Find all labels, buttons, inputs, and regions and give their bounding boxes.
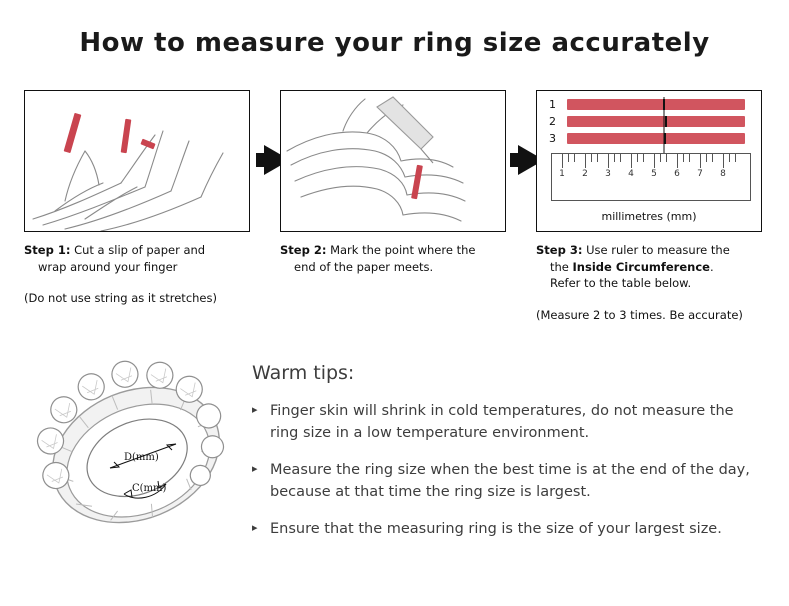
step-3-illustration [536, 90, 762, 232]
ruler-tick-7: 7 [697, 169, 703, 179]
strip-number-1: 1 [549, 98, 556, 111]
ruler-tick-2: 2 [582, 169, 588, 179]
step-3-text-line3: Refer to the table below. [550, 276, 692, 291]
warm-tips-section [252, 362, 757, 554]
step-2-column [280, 90, 508, 275]
step-2-text-line1: Mark the point where the [330, 243, 476, 257]
step-2-caption [280, 242, 508, 275]
step-3-text-line2: the Inside Circumference. [550, 259, 714, 274]
step-1-label: Step 1: [24, 243, 71, 257]
step-2-illustration [280, 90, 506, 232]
page-title: How to measure your ring size accurately [79, 28, 710, 58]
step-1-caption [24, 242, 252, 275]
ruler-tick-4: 4 [628, 169, 634, 179]
tip-item [252, 459, 757, 504]
ruler-tick-1: 1 [559, 169, 565, 179]
inside-circumference-emphasis: Inside Circumference [572, 259, 710, 274]
tip-text: Measure the ring size when the best time is at the end of the day, because at that time the ring size is largest. [270, 461, 750, 501]
bullet-icon: ▸ [252, 520, 258, 534]
tip-item [252, 400, 757, 445]
bullet-icon: ▸ [252, 403, 258, 416]
strip-number-3: 3 [549, 132, 556, 145]
step-2-label: Step 2: [280, 243, 327, 257]
ruler-tick-6: 6 [674, 169, 680, 179]
step-1-text-line2: wrap around your finger [38, 259, 178, 274]
hand-marking-paper-drawing [281, 91, 506, 232]
ruler-graphic [551, 153, 751, 201]
step-1-text-line1: Cut a slip of paper and [74, 243, 206, 257]
tip-text: Ensure that the measuring ring is the size of your largest size. [270, 520, 722, 537]
tip-item [252, 518, 757, 540]
step-3-label: Step 3: [536, 243, 583, 257]
step-3-column [536, 90, 764, 322]
step-1-note: (Do not use string as it stretches) [24, 291, 217, 306]
step-1-column [24, 90, 252, 305]
step-3-note: (Measure 2 to 3 times. Be accurate) [536, 308, 743, 323]
ruler-tick-3: 3 [605, 169, 611, 179]
millimetres-label: millimetres (mm) [601, 210, 697, 223]
step-3-caption [536, 242, 764, 292]
ruler-tick-8: 8 [720, 169, 726, 179]
bullet-icon: ▸ [252, 461, 258, 475]
hand-with-paper-strip-drawing [25, 91, 250, 232]
ring-circumference-label: C(mm) [132, 483, 167, 494]
strip-number-2: 2 [549, 115, 556, 128]
warm-tips-title: Warm tips: [252, 362, 355, 384]
tip-text: Finger skin will shrink in cold temperatures, do not measure the ring size in a low temperature environment. [270, 403, 734, 442]
ring-illustration [28, 348, 244, 563]
step-2-text-line2: end of the paper meets. [294, 259, 434, 274]
step-1-illustration [24, 90, 250, 232]
ring-diameter-label: D(mm) [124, 452, 159, 463]
step-3-text-line1: Use ruler to measure the [586, 243, 730, 257]
ruler-tick-5: 5 [651, 169, 657, 179]
steps-row [24, 90, 764, 322]
